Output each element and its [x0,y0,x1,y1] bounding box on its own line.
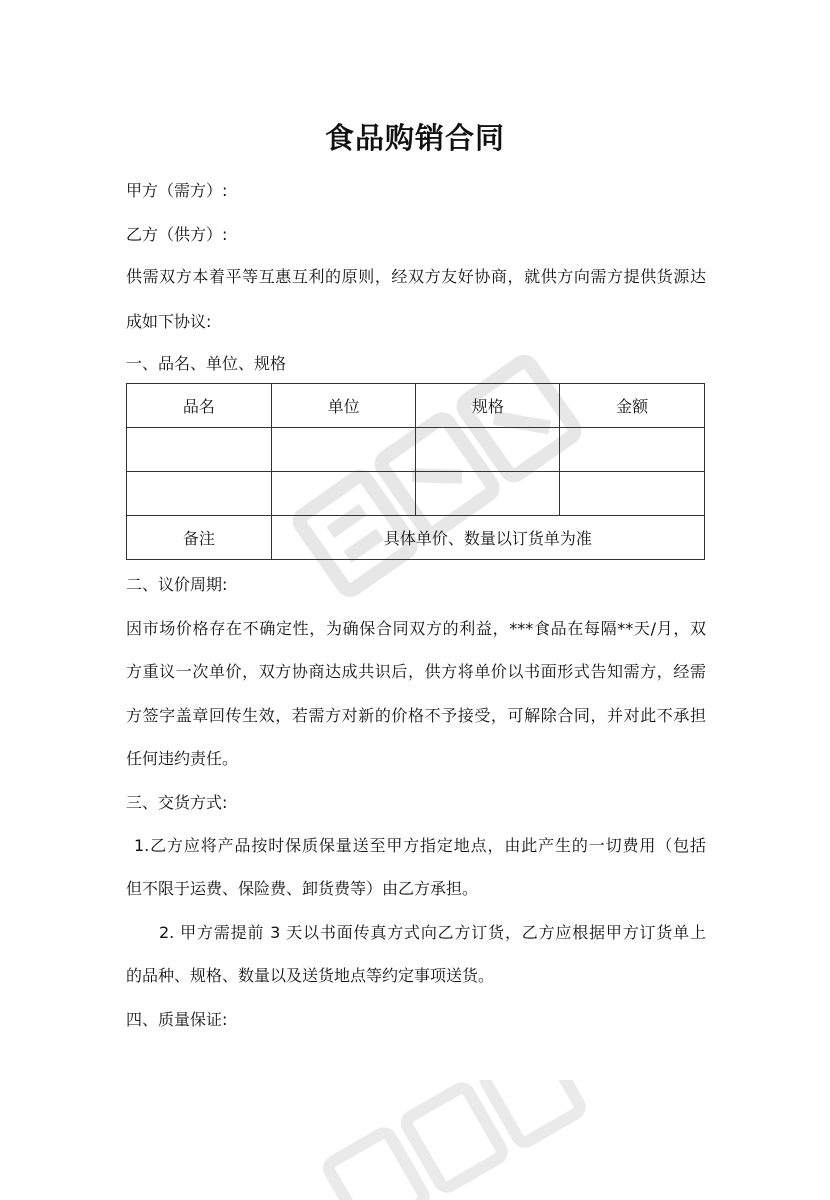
party-b-label: 乙方（供方）: [126,225,228,244]
section-3-heading: 三、交货方式: [126,793,228,812]
table-header-cell: 单位 [271,384,416,428]
section-1-heading: 一、品名、单位、规格 [126,354,287,373]
table-cell [271,472,416,516]
section-3-item-2-line: 2. 甲方需提前 3 天以书面传真方式向乙方订货，乙方应根据甲方订货单上 [159,923,706,942]
table-row [127,428,705,472]
intro-paragraph-line: 供需双方本着平等互惠互利的原则，经双方友好协商，就供方向需方提供货源达 [126,267,706,286]
table-cell [127,428,272,472]
section-2-paragraph-line: 因市场价格存在不确定性，为确保合同双方的利益，***食品在每隔**天/月，双 [126,619,706,638]
product-spec-table [126,383,705,560]
section-4-heading: 四、质量保证: [126,1010,228,1029]
party-a-label: 甲方（需方）: [126,181,228,200]
section-2-paragraph-line: 方签字盖章回传生效，若需方对新的价格不予接受，可解除合同，并对此不承担 [126,706,706,725]
table-header-cell: 品名 [127,384,272,428]
section-2-paragraph-line: 任何违约责任。 [126,749,239,768]
remark-text: 具体单价、数量以订货单为准 [271,516,704,560]
document-title: 食品购销合同 [324,121,505,155]
section-2-heading: 二、议价周期: [126,575,228,594]
table-header-cell: 规格 [416,384,560,428]
intro-paragraph-line: 成如下协议: [126,312,212,331]
remark-label: 备注 [127,516,272,560]
section-2-paragraph-line: 方重议一次单价，双方协商达成共识后，供方将单价以书面形式告知需方，经需 [126,662,706,681]
table-row [127,472,705,516]
table-cell [416,428,560,472]
table-header-row [127,384,705,428]
table-remark-row [127,516,705,560]
table-cell [560,428,705,472]
table-cell [560,472,705,516]
table-header-cell: 金额 [560,384,705,428]
section-3-item-1-line: 但不限于运费、保险费、卸货费等）由乙方承担。 [126,879,479,898]
table-cell [127,472,272,516]
table-cell [271,428,416,472]
watermark-logo-bottom [300,1080,600,1200]
table-cell [416,472,560,516]
section-3-item-2-line: 的品种、规格、数量以及送货地点等约定事项送货。 [126,966,495,985]
section-3-item-1-line: 1.乙方应将产品按时保质保量送至甲方指定地点，由此产生的一切费用（包括 [134,836,706,855]
